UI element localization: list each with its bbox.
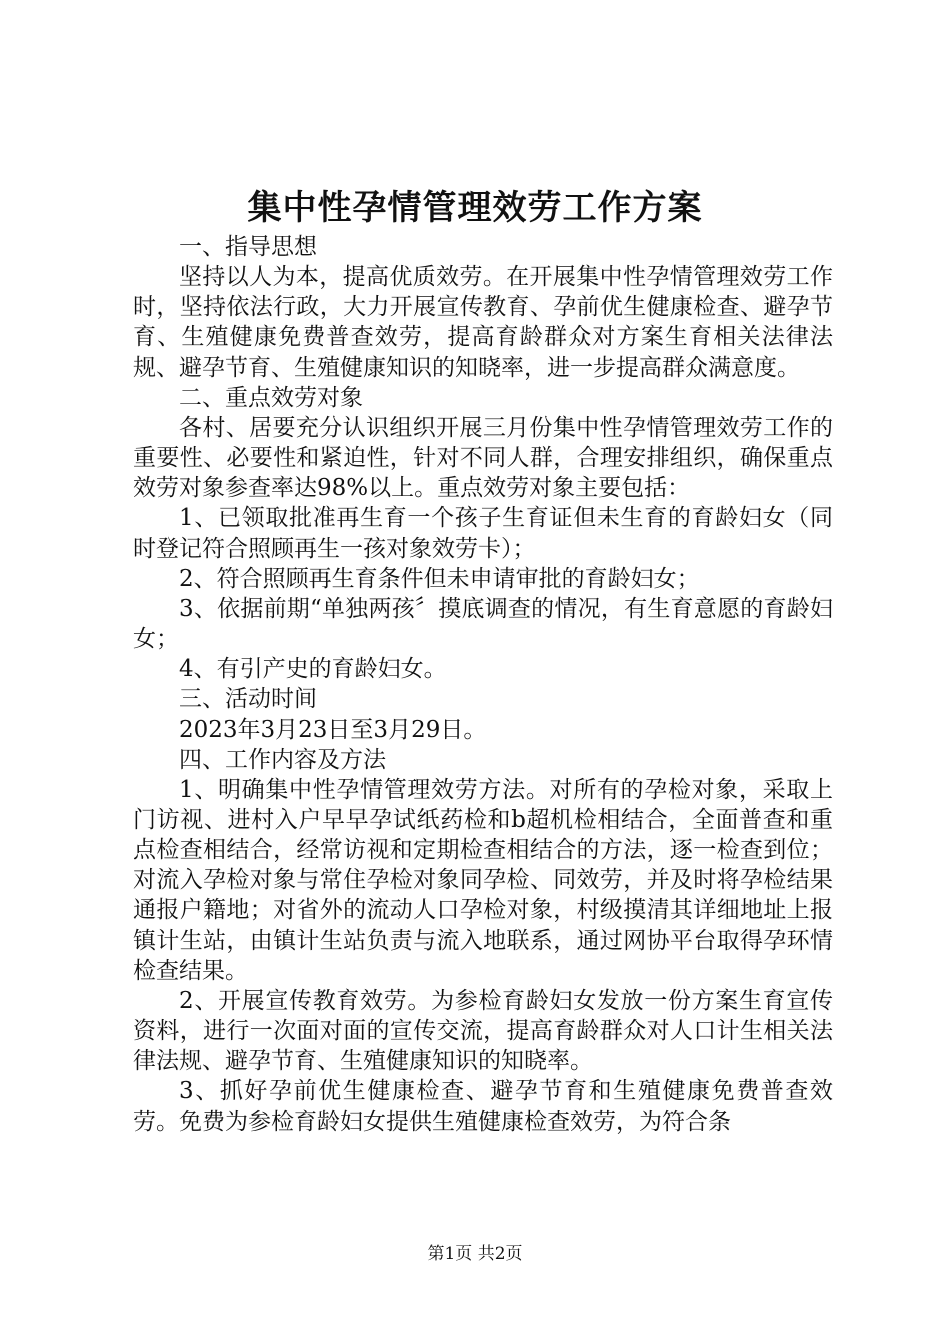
paragraph: 2、开展宣传教育效劳。为参检育龄妇女发放一份方案生育宣传资料，进行一次面对面的宣传交流，提高育龄群众对人口计生相关法律法规、避孕节育、生殖健康知识的知晓率。 [133,987,833,1075]
page-number-footer: 第1页 共2页 [427,1244,523,1264]
paragraph: 3、抓好孕前优生健康检查、避孕节育和生殖健康免费普查效劳。免费为参检育龄妇女提供生殖健康检查效劳，为符合条 [133,1078,833,1135]
section-heading: 二、重点效劳对象 [179,384,363,411]
section-heading: 四、工作内容及方法 [179,746,386,773]
section-heading: 一、指导思想 [179,234,317,260]
list-item: 3、依据前期“单独两孩〞摸底调查的情况，有生育意愿的育龄妇女； [133,595,833,653]
paragraph: 2023年3月23日至3月29日。 [179,716,487,743]
document-title: 集中性孕情管理效劳工作方案 [247,188,703,228]
list-item: 1、已领取批准再生育一个孩子生育证但未生育的育龄妇女（同时登记符合照顾再生一孩对象效劳卡）； [133,505,833,562]
section-heading: 三、活动时间 [179,686,317,713]
paragraph: 坚持以人为本，提高优质效劳。在开展集中性孕情管理效劳工作时，坚持依法行政，大力开展宣传教育、孕前优生健康检查、避孕节育、生殖健康免费普查效劳，提高育龄群众对方案生育相关法律法规、避孕节育、生殖健康知识的知晓率，进一步提高群众满意度。 [133,264,833,381]
document-body [133,232,833,1137]
list-item: 4、有引产史的育龄妇女。 [179,656,447,683]
paragraph: 1、明确集中性孕情管理效劳方法。对所有的孕检对象，采取上门访视、进村入户早早孕试纸药检和b超机检相结合，全面普查和重点检查相结合，经常访视和定期检查相结合的方法，逐一检查到位；对流入孕检对象与常住孕检对象同孕检、同效劳，并及时将孕检结果通报户籍地；对省外的流动人口孕检对象，村级摸清其详细地址上报镇计生站，由镇计生站负责与流入地联系，通过网协平台取得孕环情检查结果。 [133,776,833,984]
list-item: 2、符合照顾再生育条件但未申请审批的育龄妇女； [179,565,700,592]
paragraph: 各村、居要充分认识组织开展三月份集中性孕情管理效劳工作的重要性、必要性和紧迫性，针对不同人群，合理安排组织，确保重点效劳对象参查率达98%以上。重点效劳对象主要包括： [133,414,833,502]
